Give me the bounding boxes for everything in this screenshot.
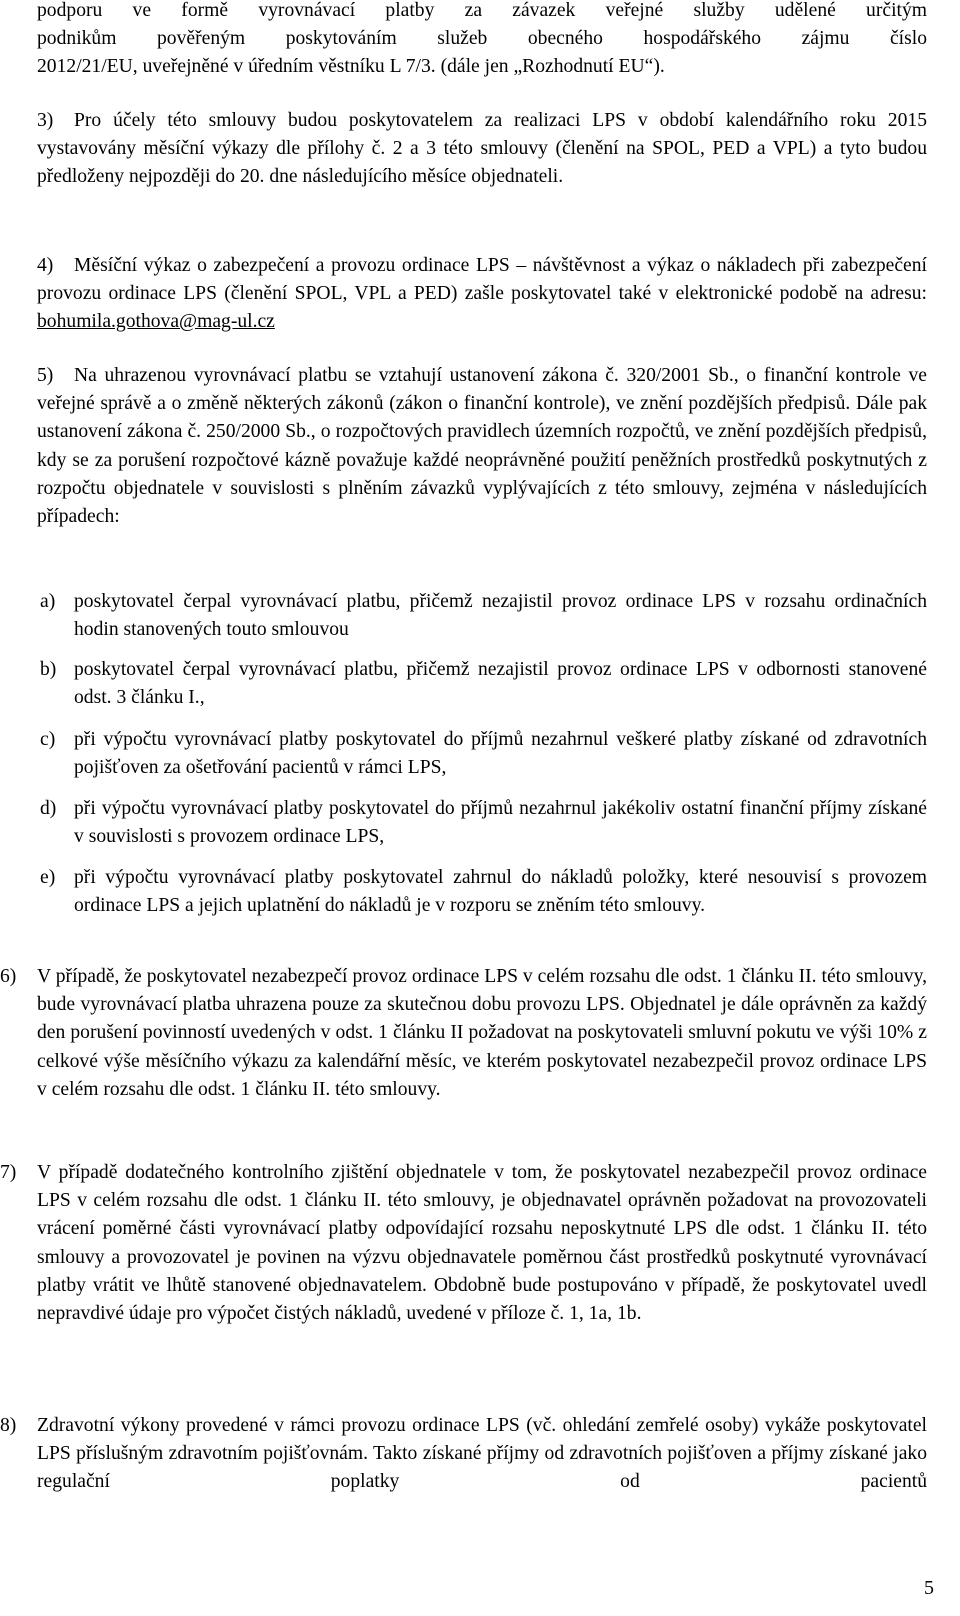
paragraph-5-number: 5): [37, 365, 54, 386]
list-item-a: [40, 588, 927, 644]
paragraph-6: [0, 963, 927, 1104]
list-item-a-letter: a): [40, 591, 56, 612]
list-item-b-letter: b): [40, 659, 57, 680]
paragraph-3-text: Pro účely této smlouvy budou poskytovatelem za realizaci LPS v období kalendářního roku 2015 vystavovány měsíční výkazy dle přílohy č. 2 a 3 této smlouvy (členění na SPOL, PED a VPL) a tyto budou předloženy nejpozději do 20. dne následujícího měsíce objednateli.: [37, 110, 927, 188]
list-item-c: [40, 726, 927, 782]
paragraph-3-number: 3): [37, 110, 54, 131]
paragraph-4-text: Měsíční výkaz o zabezpečení a provozu ordinace LPS – návštěvnost a výkaz o nákladech při zabezpečení provozu ordinace LPS (členění SPOL, VPL a PED) zašle poskytovatel také v elektronické podobě na adresu:: [37, 255, 927, 305]
intro-paragraph: [37, 0, 927, 82]
list-item-a-text: poskytovatel čerpal vyrovnávací platbu, přičemž nezajistil provoz ordinace LPS v rozsahu ordinačních hodin stanovených touto smlouvou: [74, 591, 927, 641]
list-item-b: [40, 656, 927, 712]
page-number: 5: [924, 1577, 934, 1599]
paragraph-7: [0, 1159, 927, 1328]
paragraph-6-text: V případě, že poskytovatel nezabezpečí provoz ordinace LPS v celém rozsahu dle odst. 1 článku II. této smlouvy, bude vyrovnávací platba uhrazena pouze za skutečnou dobu provozu LPS. Objednatel je dále oprávněn za každý den porušení povinností uvedených v odst. 1 článku II požadovat na poskytovateli smluvní pokutu ve výši 10% z celkové výše měsíčního výkazu za kalendářní měsíc, ve kterém poskytovatel nezabezpečil provoz ordinace LPS v celém rozsahu dle odst. 1 článku II. této smlouvy.: [37, 966, 927, 1100]
paragraph-7-number: 7): [0, 1162, 17, 1183]
paragraph-4-number: 4): [37, 255, 54, 276]
intro-line-1: podporu ve formě vyrovnávací platby za závazek veřejné služby udělené určitým: [37, 0, 927, 21]
intro-line-3: 2012/21/EU, uveřejněné v úředním věstníku L 7/3. (dále jen „Rozhodnutí EU“).: [37, 56, 665, 78]
intro-line-2: podnikům pověřeným poskytováním služeb obecného hospodářského zájmu číslo: [37, 28, 927, 50]
paragraph-5: [37, 362, 927, 531]
email-link[interactable]: bohumila.gothova@mag-ul.cz: [37, 311, 275, 333]
list-item-e-letter: e): [40, 867, 56, 888]
paragraph-6-number: 6): [0, 966, 17, 987]
list-item-d-text: při výpočtu vyrovnávací platby poskytovatel do příjmů nezahrnul jakékoliv ostatní finanční příjmy získané v souvislosti s provozem ordinace LPS,: [74, 798, 927, 848]
paragraph-5-text: Na uhrazenou vyrovnávací platbu se vztahují ustanovení zákona č. 320/2001 Sb., o finanční kontrole ve veřejné správě a o změně některých zákonů (zákon o finanční kontrole), ve znění pozdějších předpisů. Dále pak ustanovení zákona č. 250/2000 Sb., o rozpočtových pravidlech územních rozpočtů, ve znění pozdějších předpisů, kdy se za porušení rozpočtové kázně považuje každé neoprávněné použití peněžních prostředků poskytnutých z rozpočtu objednatele v souvislosti s plněním závazků vyplývajících z této smlouvy, zejména v následujících případech:: [37, 365, 927, 528]
paragraph-7-text: V případě dodatečného kontrolního zjištění objednatele v tom, že poskytovatel nezabezpečil provoz ordinace LPS v celém rozsahu dle odst. 1 článku II. této smlouvy, je objednavatel oprávněn požadovat na provozovateli vrácení poměrné části vyrovnávací platby odpovídající rozsahu neposkytnuté LPS dle odst. 1 článku II. této smlouvy a provozovatel je povinen na výzvu objednavatele poměrnou část prostředků poskytnuté vyrovnávací platby vrátit ve lhůtě stanovené objednavatelem. Obdobně bude postupováno v případě, že poskytovatel uvedl nepravdivé údaje pro výpočet čistých nákladů, uvedené v příloze č. 1, 1a, 1b.: [37, 1162, 927, 1325]
list-item-e-text: při výpočtu vyrovnávací platby poskytovatel zahrnul do nákladů položky, které nesouvisí s provozem ordinace LPS a jejich uplatnění do nákladů je v rozporu se zněním této smlouvy.: [74, 867, 927, 917]
list-item-c-text: při výpočtu vyrovnávací platby poskytovatel do příjmů nezahrnul veškeré platby získané od zdravotních pojišťoven za ošetřování pacientů v rámci LPS,: [74, 729, 927, 779]
paragraph-8-text: Zdravotní výkony provedené v rámci provozu ordinace LPS (vč. ohledání zemřelé osoby) vykáže poskytovatel LPS příslušným zdravotním pojišťovnám. Takto získané příjmy od zdravotních pojišťoven a příjmy získané jako regulační poplatky od pacientů: [37, 1415, 927, 1493]
paragraph-8-number: 8): [0, 1415, 17, 1436]
paragraph-8: [0, 1412, 927, 1497]
paragraph-3: [37, 107, 927, 192]
list-item-c-letter: c): [40, 729, 56, 750]
list-item-d: [40, 795, 927, 851]
paragraph-4: [37, 252, 927, 337]
list-item-e: [40, 864, 927, 920]
list-item-d-letter: d): [40, 798, 57, 819]
list-item-b-text: poskytovatel čerpal vyrovnávací platbu, přičemž nezajistil provoz ordinace LPS v odbornosti stanovené odst. 3 článku I.,: [74, 659, 927, 709]
